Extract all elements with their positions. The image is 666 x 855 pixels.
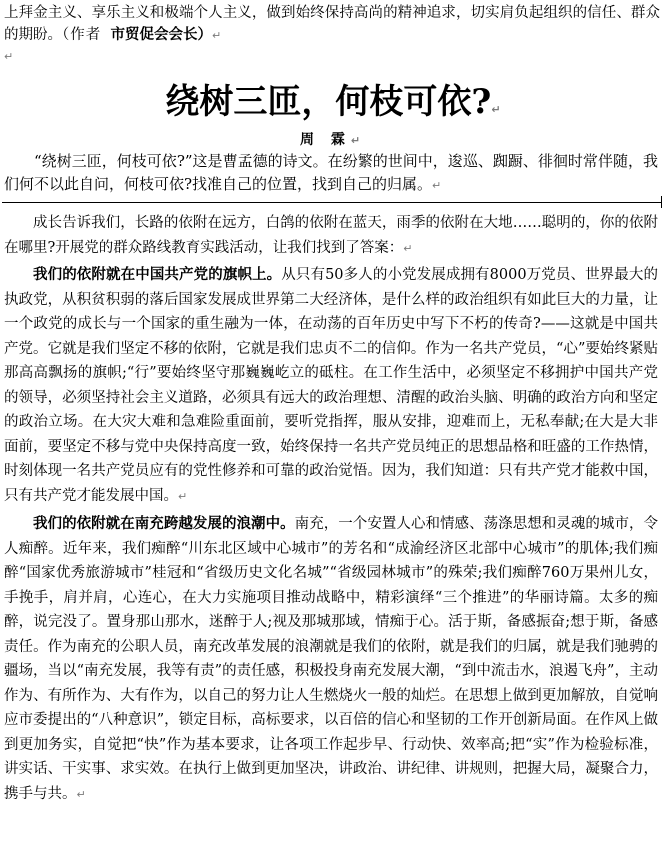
- paragraph-mark-icon: ↵: [491, 103, 501, 116]
- body-paragraph: [4, 512, 658, 807]
- previous-article-text: 上拜金主义、享乐主义和极端个人主义，做到始终保持高尚的精神追求，切实肩负起组织的信任、群众的期盼。: [4, 5, 660, 43]
- previous-article-ending: [4, 2, 660, 47]
- paragraph-mark-icon: ↵: [403, 241, 413, 255]
- article-intro-text: “绕树三匝，何枝可依?”这是曹孟德的诗文。在纷繁的世间中，逡巡、踟蹰、徘徊时常伴随，我们何不以此自问，何枝可依?找准自己的位置，找到自己的归属。: [4, 152, 658, 193]
- paragraph-lead: 我们的依附就在南充跨越发展的浪潮中。: [33, 515, 295, 532]
- text-boundary-mark: [661, 196, 666, 208]
- paragraph-mark-icon: ↵: [432, 179, 442, 192]
- author-name: 市贸促会会长）: [110, 26, 212, 43]
- body-paragraph-text: 从只有50多人的小党发展成拥有8000万党员、世界最大的执政党，从积贫积弱的落后国家发展成世界第二大经济体，是什么样的政治组织有如此巨大的力量，让一个政党的成长与一个国家的重生融为一体，在动荡的百年历史中写下不朽的传奇?——这就是中国共产党。它就是我们坚定不移的依附，它就是我们忠贞不二的信仰。作为一名共产党员，“心”要始终紧贴那高高飘扬的旗帜;“行”要始终坚守那巍巍屹立的砥柱。在工作生活中，必须坚定不移拥护中国共产党的领导，必须坚持社会主义道路，必须具有远大的政治理想、清醒的政治头脑、明确的政治方向和坚定的政治立场。在大灾大难和急难险重面前，要听党指挥，服从安排，迎难而上，无私奉献;在大是大非面前，要坚定不移与党中央保持高度一致，始终保持一名共产党员纯正的思想品格和旺盛的工作热情，时刻体现一名共产党员应有的党性修养和可靠的政治觉悟。因为，我们知道：只有共产党才能救中国，只有共产党才能发展中国。: [4, 267, 658, 504]
- paragraph-mark-icon: ↵: [350, 134, 367, 147]
- body-paragraph-text: 成长告诉我们，长路的依附在远方，白鸽的依附在蓝天，雨季的依附在大地……聪明的，你的依附在哪里?开展党的群众路线教育实践活动，让我们找到了答案：: [4, 215, 658, 256]
- author-label: （作者: [62, 27, 102, 43]
- article-title: [0, 80, 666, 132]
- paragraph-lead: 我们的依附就在中国共产党的旗帜上。: [33, 266, 282, 283]
- paragraph-mark-icon: ↵: [178, 489, 188, 503]
- body-paragraph: [4, 263, 658, 509]
- article-body: [4, 211, 658, 807]
- section-divider: [2, 202, 662, 203]
- body-paragraph: [4, 211, 658, 261]
- article-author-text: 周 霖: [299, 132, 351, 148]
- article-author: [0, 130, 666, 151]
- article-title-text: 绕树三匝，何枝可依?: [165, 82, 492, 122]
- paragraph-mark-icon: ↵: [211, 29, 222, 42]
- body-paragraph-text: 南充，一个安置人心和情感、荡涤思想和灵魂的城市，令人痴醉。近年来，我们痴醉“川东北区域中心城市”的芳名和“成渝经济区北部中心城市”的肌体;我们痴醉“国家优秀旅游城市”桂冠和“省级历史文化名城”“省级园林城市”的殊荣;我们痴醉760万果州儿女，手挽手，肩并肩，心连心，在大力实施项目推动战略中，精彩演绎“三个推进”的华丽诗篇。太多的痴醉，说完没了。置身那山那水，迷醉于人;视及那城那域，情痴于心。活于斯，备感振奋;想于斯，备感责任。作为南充的公职人员，南充改革发展的浪潮就是我们的依附，就是我们的归属，就是我们驰骋的疆场，当以“南充发展，我等有责”的责任感，积极投身南充发展大潮，“到中流击水，浪遏飞舟”，主动作为、有所作为、大有作为，以自己的努力让人生燃烧火一般的灿烂。在思想上做到更加解放，自觉响应市委提出的“八种意识”，锁定目标，高标要求，以百倍的信心和坚韧的工作开创新局面。在作风上做到更加务实，自觉把“快”作为基本要求，让各项工作起步早、行动快、效率高;把“实”作为检验标准，讲实话、干实事、求实效。在执行上做到更加坚决，讲政治、讲纪律、讲规则，把握大局，凝聚合力，携手与共。: [4, 516, 659, 802]
- paragraph-mark-icon: ↵: [76, 787, 86, 801]
- paragraph-mark-icon: ↵: [4, 50, 14, 63]
- article-intro: [4, 150, 658, 197]
